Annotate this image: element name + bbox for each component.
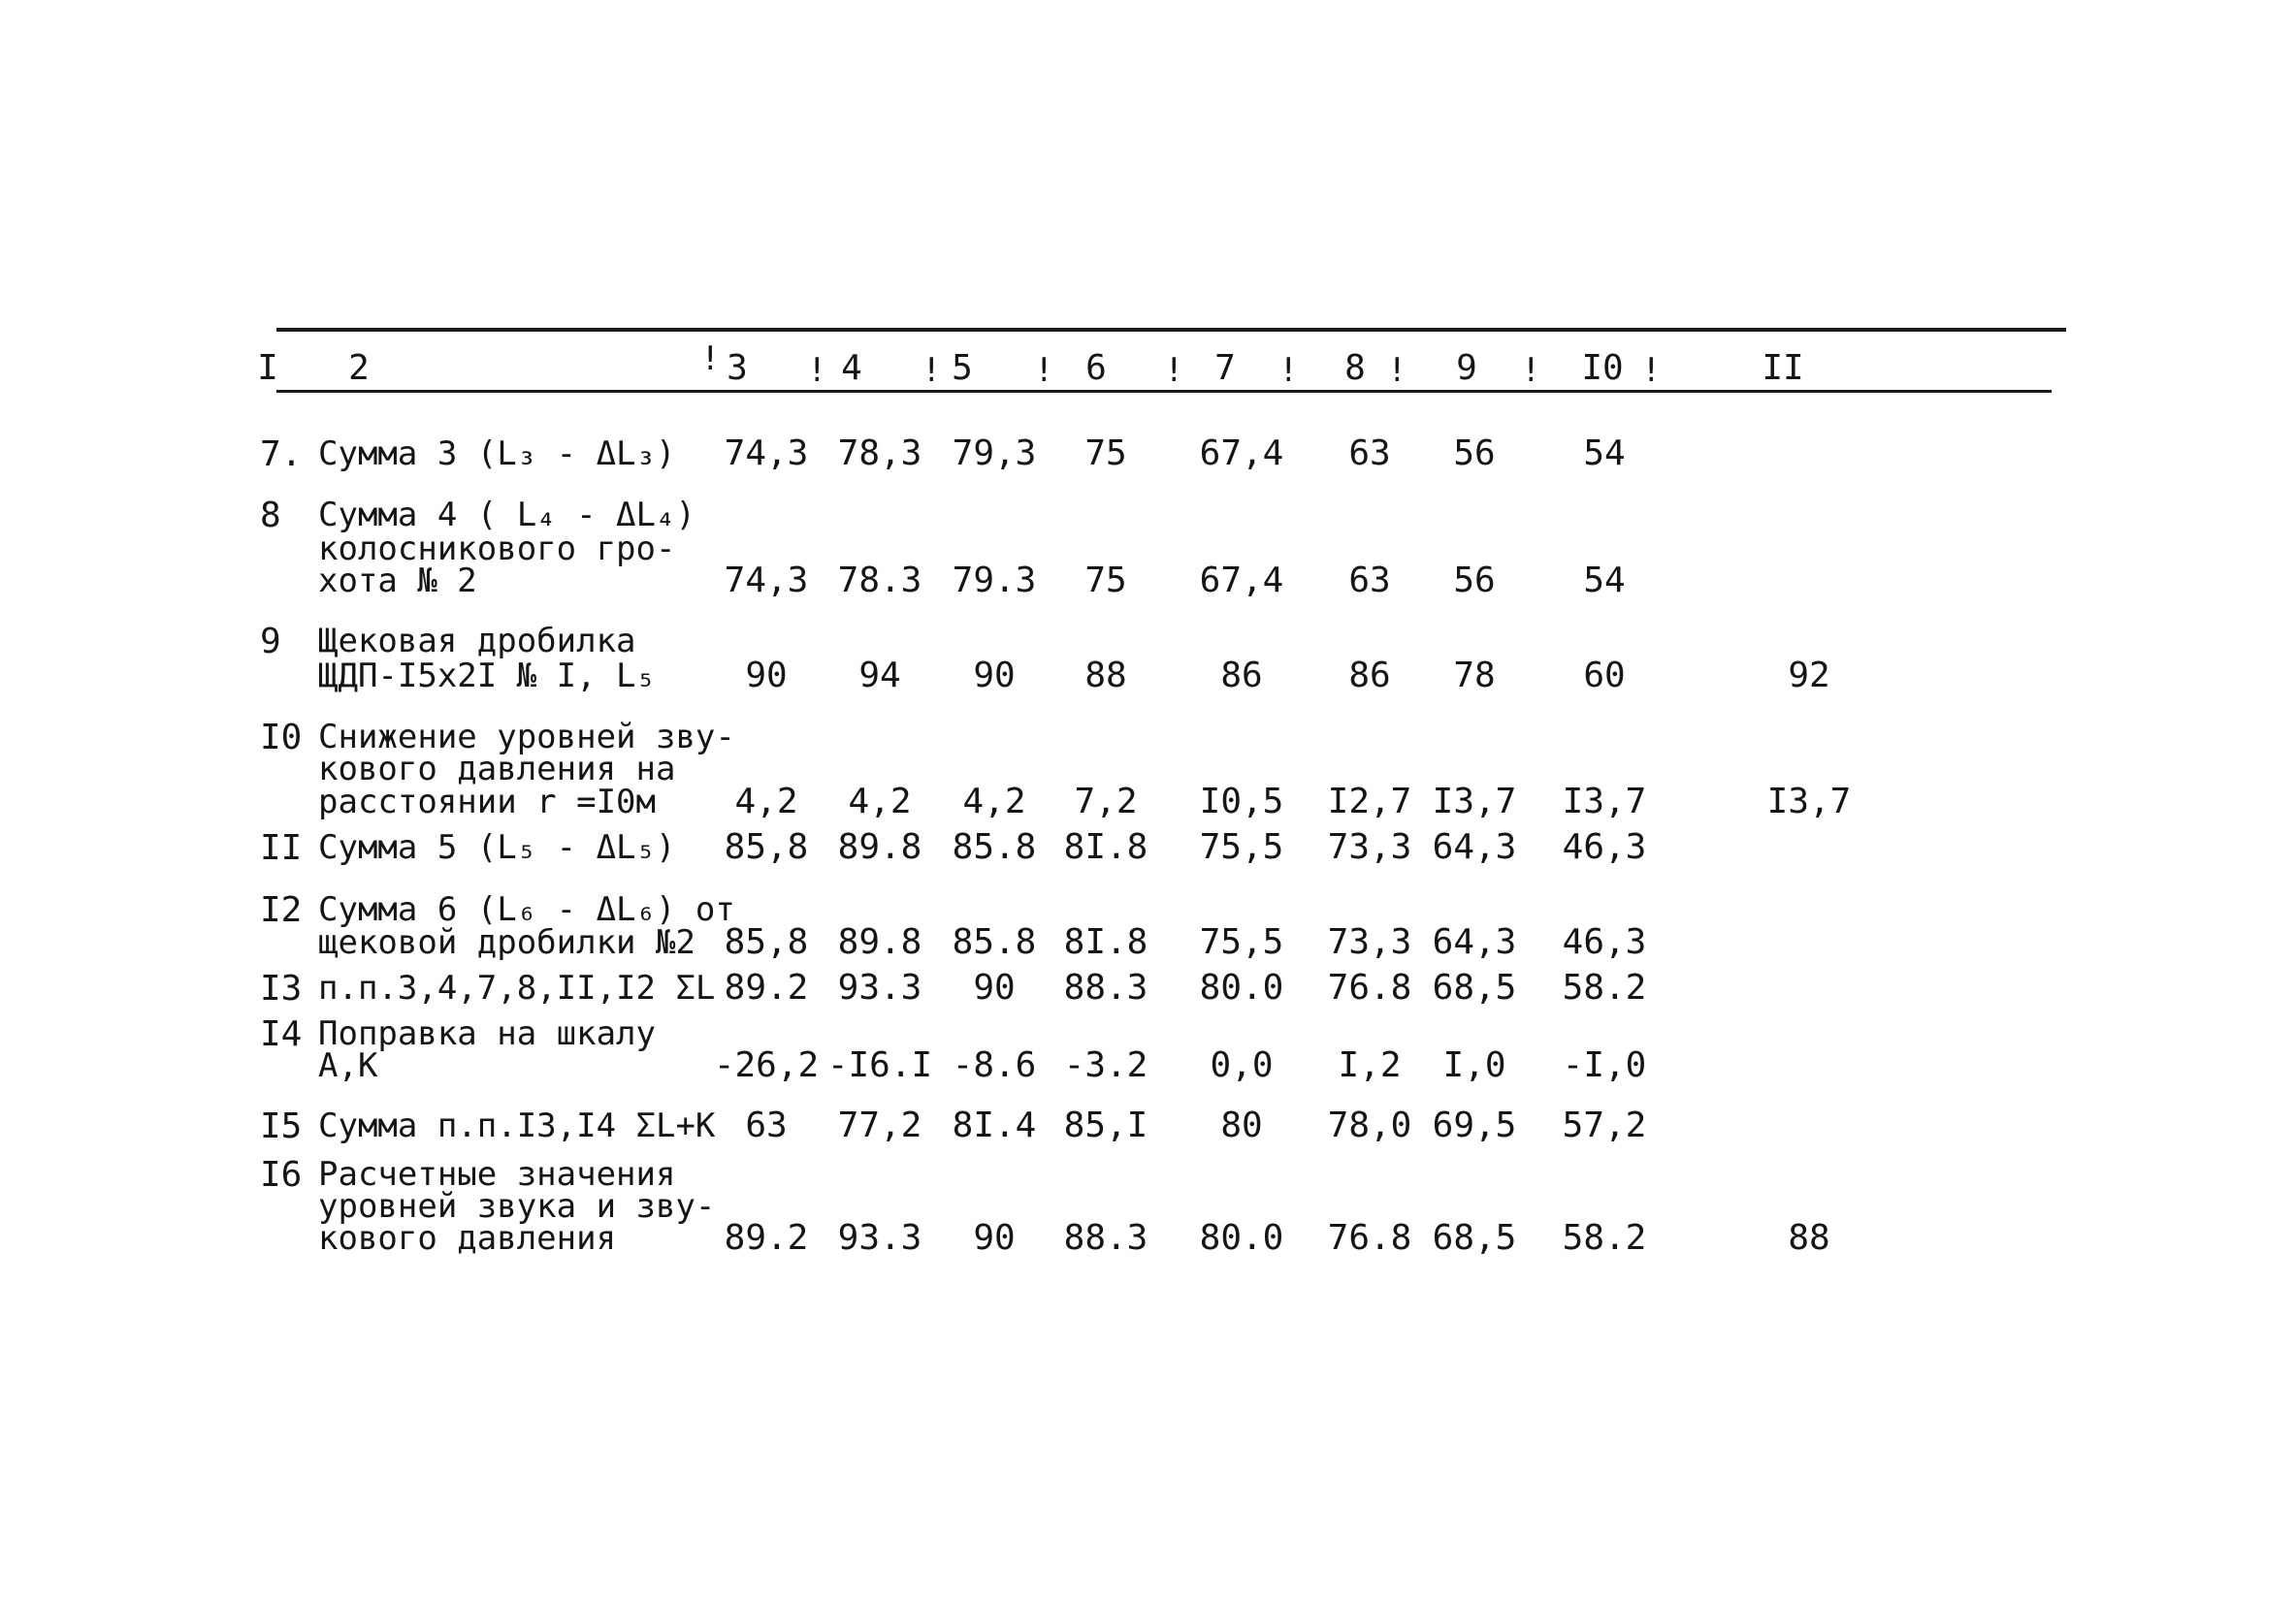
column-separator: ! — [1641, 351, 1662, 390]
row-number: I5 — [260, 1107, 303, 1146]
value-cell-col-6: 8I.8 — [1063, 922, 1148, 962]
value-cell-col-4: 4,2 — [848, 782, 912, 821]
value-cell-col-8: 63 — [1348, 433, 1391, 473]
column-header-1: I — [257, 348, 278, 388]
value-cell-col-4: 78,3 — [837, 433, 922, 473]
value-cell-col-9: 64,3 — [1432, 922, 1517, 962]
value-cell-col-5: 90 — [973, 1218, 1016, 1258]
value-cell-col-8: 76.8 — [1327, 968, 1412, 1008]
value-cell-col-6: 7,2 — [1074, 782, 1138, 821]
value-cell-col-9: 68,5 — [1432, 1218, 1517, 1258]
row-description-line: Сумма 5 (L₅ - ΔL₅) — [318, 828, 676, 867]
column-header-4: 4 — [841, 348, 862, 388]
row-description-line: Сумма 6 (L₆ - ΔL₆) от — [318, 890, 735, 929]
column-header-5: 5 — [952, 348, 973, 388]
value-cell-col-9: 56 — [1453, 433, 1496, 473]
value-cell-col-4: 89.8 — [837, 827, 922, 867]
column-separator: ! — [922, 351, 942, 390]
row-number: 8 — [260, 496, 281, 535]
row-description-line: Щековая дробилка — [318, 622, 636, 660]
value-cell-col-7: 0,0 — [1210, 1045, 1274, 1085]
value-cell-col-7: 86 — [1220, 656, 1263, 695]
top-rule — [276, 328, 2066, 332]
row-number: I0 — [260, 718, 303, 757]
value-cell-col-4: -I6.I — [826, 1045, 933, 1085]
row-description-line: уровней звука и зву- — [318, 1187, 716, 1226]
value-cell-col-10: 58.2 — [1562, 1218, 1647, 1258]
row-description-line: п.п.3,4,7,8,II,I2 ΣL — [318, 969, 716, 1008]
value-cell-col-7: 80.0 — [1199, 1218, 1284, 1258]
row-description-line: Сумма 3 (L₃ - ΔL₃) — [318, 434, 676, 473]
value-cell-col-11: 92 — [1788, 656, 1830, 695]
value-cell-col-8: I,2 — [1338, 1045, 1402, 1085]
value-cell-col-8: 63 — [1348, 561, 1391, 600]
column-header-9: 9 — [1456, 348, 1477, 388]
value-cell-col-4: 78.3 — [837, 561, 922, 600]
row-description-line: хота № 2 — [318, 561, 477, 600]
value-cell-col-8: 76.8 — [1327, 1218, 1412, 1258]
value-cell-col-8: 78,0 — [1327, 1106, 1412, 1145]
value-cell-col-5: 90 — [973, 968, 1016, 1008]
row-description-line: Расчетные значения — [318, 1155, 676, 1194]
value-cell-col-3: 74,3 — [724, 561, 809, 600]
value-cell-col-5: -8.6 — [952, 1045, 1037, 1085]
value-cell-col-7: 67,4 — [1199, 561, 1284, 600]
value-cell-col-6: 88.3 — [1063, 968, 1148, 1008]
value-cell-col-6: 75 — [1084, 433, 1127, 473]
value-cell-col-4: 93.3 — [837, 968, 922, 1008]
value-cell-col-6: -3.2 — [1063, 1045, 1148, 1085]
value-cell-col-7: I0,5 — [1199, 782, 1284, 821]
value-cell-col-7: 67,4 — [1199, 433, 1284, 473]
value-cell-col-9: I3,7 — [1432, 782, 1517, 821]
value-cell-col-10: -I,0 — [1562, 1045, 1647, 1085]
value-cell-col-11: 88 — [1788, 1218, 1830, 1258]
value-cell-col-4: 93.3 — [837, 1218, 922, 1258]
column-separator: ! — [1164, 351, 1184, 390]
value-cell-col-8: I2,7 — [1327, 782, 1412, 821]
row-number: I4 — [260, 1014, 303, 1054]
value-cell-col-3: 63 — [745, 1106, 788, 1145]
value-cell-col-5: 8I.4 — [952, 1106, 1037, 1145]
value-cell-col-8: 73,3 — [1327, 922, 1412, 962]
value-cell-col-7: 80.0 — [1199, 968, 1284, 1008]
value-cell-col-10: 54 — [1583, 433, 1626, 473]
value-cell-col-8: 73,3 — [1327, 827, 1412, 867]
value-cell-col-9: 78 — [1453, 656, 1496, 695]
row-description-line: Сумма п.п.I3,I4 ΣL+K — [318, 1107, 716, 1145]
value-cell-col-4: 94 — [858, 656, 901, 695]
value-cell-col-7: 75,5 — [1199, 922, 1284, 962]
value-cell-col-5: 85.8 — [952, 827, 1037, 867]
value-cell-col-4: 89.8 — [837, 922, 922, 962]
column-separator: ! — [700, 339, 721, 378]
row-description-line: Снижение уровней зву- — [318, 718, 735, 756]
column-header-7: 7 — [1214, 348, 1236, 388]
value-cell-col-7: 80 — [1220, 1106, 1263, 1145]
column-separator: ! — [807, 351, 827, 390]
header-rule — [276, 390, 2052, 393]
value-cell-col-10: 60 — [1583, 656, 1626, 695]
column-separator: ! — [1034, 351, 1054, 390]
row-description-line: Поправка на шкалу — [318, 1014, 656, 1053]
row-number: I6 — [260, 1155, 303, 1195]
row-description-line: ЩДП-I5х2I № I, L₅ — [318, 657, 656, 695]
value-cell-col-10: I3,7 — [1562, 782, 1647, 821]
value-cell-col-3: 89.2 — [724, 1218, 809, 1258]
row-number: I2 — [260, 890, 303, 930]
column-header-6: 6 — [1085, 348, 1107, 388]
value-cell-col-3: 90 — [745, 656, 788, 695]
column-separator: ! — [1387, 351, 1407, 390]
column-separator: ! — [1521, 351, 1541, 390]
row-number: 9 — [260, 622, 281, 661]
value-cell-col-10: 46,3 — [1562, 827, 1647, 867]
row-description-line: колосникового гро- — [318, 529, 676, 568]
row-number: II — [260, 828, 303, 868]
column-header-10: I0 — [1581, 348, 1624, 388]
column-header-2: 2 — [348, 348, 370, 388]
value-cell-col-10: 46,3 — [1562, 922, 1647, 962]
value-cell-col-6: 88.3 — [1063, 1218, 1148, 1258]
value-cell-col-3: 89.2 — [724, 968, 809, 1008]
value-cell-col-9: 69,5 — [1432, 1106, 1517, 1145]
column-separator: ! — [1278, 351, 1299, 390]
row-description-line: А,К — [318, 1046, 378, 1085]
row-description-line: расстоянии r =I0м — [318, 783, 656, 821]
value-cell-col-10: 57,2 — [1562, 1106, 1647, 1145]
row-description-line: кового давления — [318, 1219, 617, 1258]
value-cell-col-10: 54 — [1583, 561, 1626, 600]
value-cell-col-11: I3,7 — [1766, 782, 1852, 821]
value-cell-col-7: 75,5 — [1199, 827, 1284, 867]
value-cell-col-6: 75 — [1084, 561, 1127, 600]
value-cell-col-5: 90 — [973, 656, 1016, 695]
value-cell-col-3: 85,8 — [724, 827, 809, 867]
column-header-3: 3 — [727, 348, 748, 388]
row-description-line: кового давления на — [318, 750, 676, 788]
value-cell-col-6: 88 — [1084, 656, 1127, 695]
value-cell-col-5: 4,2 — [962, 782, 1026, 821]
column-header-11: II — [1762, 348, 1804, 388]
value-cell-col-5: 85.8 — [952, 922, 1037, 962]
value-cell-col-9: 68,5 — [1432, 968, 1517, 1008]
value-cell-col-10: 58.2 — [1562, 968, 1647, 1008]
value-cell-col-5: 79,3 — [952, 433, 1037, 473]
value-cell-col-6: 8I.8 — [1063, 827, 1148, 867]
row-number: 7. — [260, 434, 303, 474]
value-cell-col-6: 85,I — [1063, 1106, 1148, 1145]
value-cell-col-5: 79.3 — [952, 561, 1037, 600]
value-cell-col-3: 85,8 — [724, 922, 809, 962]
value-cell-col-3: -26,2 — [713, 1045, 820, 1085]
value-cell-col-8: 86 — [1348, 656, 1391, 695]
row-description-line: щековой дробилки №2 — [318, 923, 695, 962]
value-cell-col-9: 64,3 — [1432, 827, 1517, 867]
value-cell-col-9: I,0 — [1442, 1045, 1506, 1085]
value-cell-col-9: 56 — [1453, 561, 1496, 600]
row-description-line: Сумма 4 ( L₄ - ΔL₄) — [318, 496, 695, 534]
value-cell-col-3: 4,2 — [734, 782, 798, 821]
value-cell-col-4: 77,2 — [837, 1106, 922, 1145]
column-header-8: 8 — [1344, 348, 1366, 388]
value-cell-col-3: 74,3 — [724, 433, 809, 473]
row-number: I3 — [260, 969, 303, 1009]
